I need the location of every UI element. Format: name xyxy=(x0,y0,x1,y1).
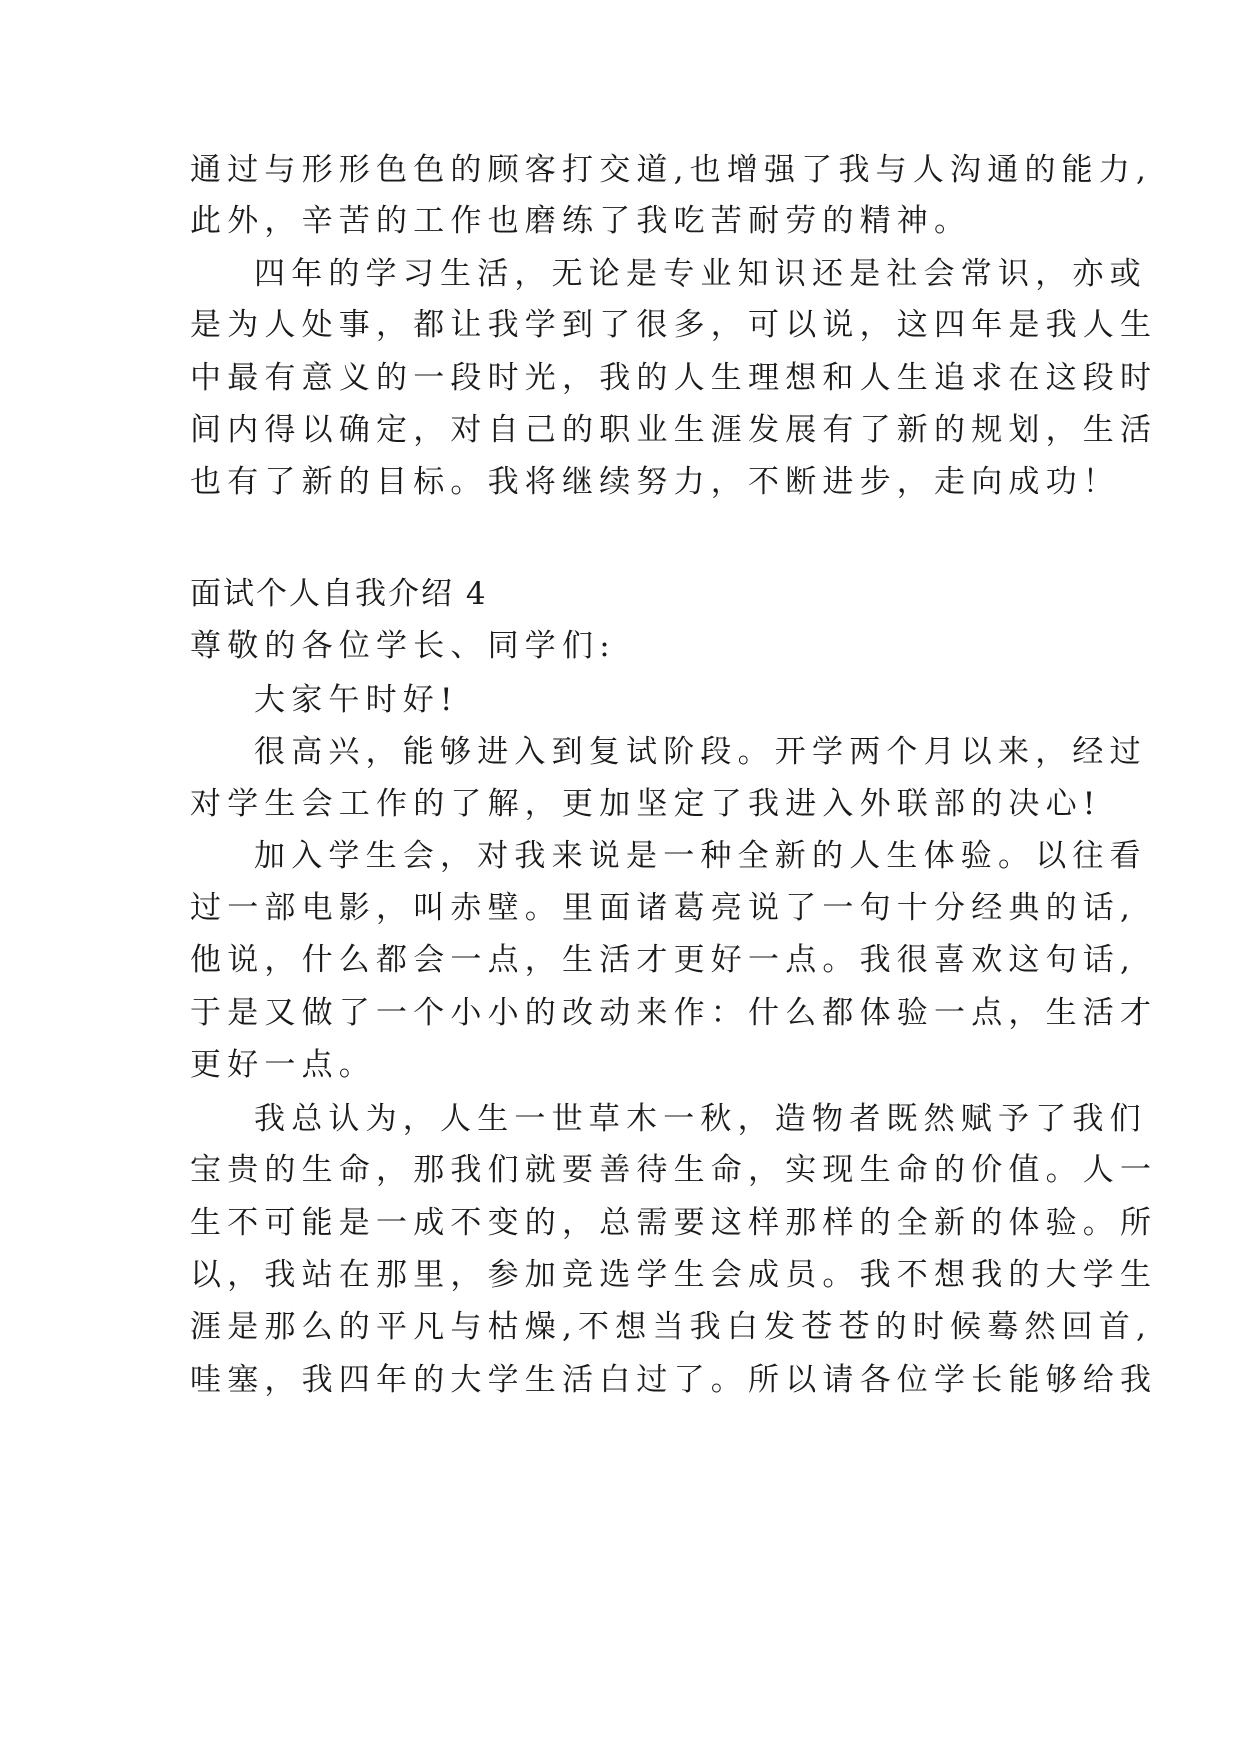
paragraph-line: 也有了新的目标。我将继续努力，不断进步，走向成功！ xyxy=(190,464,1120,500)
paragraph-line: 此外，辛苦的工作也磨练了我吃苦耐劳的精神。 xyxy=(190,203,972,239)
paragraph-line: 更好一点。 xyxy=(190,1047,376,1083)
salutation: 尊敬的各位学长、同学们: xyxy=(190,628,616,664)
paragraph-line: 于是又做了一个小小的改动来作：什么都体验一点，生活才 xyxy=(190,995,1158,1031)
paragraph-line: 我总认为，人生一世草木一秋，造物者既然赋予了我们 xyxy=(254,1101,1147,1137)
paragraph-line: 生不可能是一成不变的，总需要这样那样的全新的体验。所 xyxy=(190,1205,1158,1241)
paragraph-line: 通过与形形色色的顾客打交道,也增强了我与人沟通的能力, xyxy=(190,152,1153,188)
paragraph-line: 四年的学习生活，无论是专业知识还是社会常识，亦或 xyxy=(254,256,1147,292)
section-heading: 面试个人自我介绍 4 xyxy=(190,576,488,612)
paragraph-line: 间内得以确定，对自己的职业生涯发展有了新的规划，生活 xyxy=(190,412,1158,448)
paragraph-line: 以，我站在那里，参加竞选学生会成员。我不想我的大学生 xyxy=(190,1257,1158,1293)
greeting: 大家午时好! xyxy=(254,682,459,718)
paragraph-line: 哇塞，我四年的大学生活白过了。所以请各位学长能够给我 xyxy=(190,1362,1158,1398)
paragraph-line: 宝贵的生命，那我们就要善待生命，实现生命的价值。人一 xyxy=(190,1152,1158,1188)
paragraph-line: 他说，什么都会一点，生活才更好一点。我很喜欢这句话, xyxy=(190,942,1137,978)
paragraph-line: 对学生会工作的了解，更加坚定了我进入外联部的决心! xyxy=(190,786,1102,822)
paragraph-line: 很高兴，能够进入到复试阶段。开学两个月以来，经过 xyxy=(254,734,1147,770)
paragraph-line: 是为人处事，都让我学到了很多，可以说，这四年是我人生 xyxy=(190,307,1158,343)
paragraph-line: 涯是那么的平凡与枯燥,不想当我白发苍苍的时候蓦然回首, xyxy=(190,1309,1153,1345)
paragraph-line: 加入学生会，对我来说是一种全新的人生体验。以往看 xyxy=(254,838,1147,874)
paragraph-line: 过一部电影，叫赤壁。里面诸葛亮说了一句十分经典的话, xyxy=(190,890,1137,926)
paragraph-line: 中最有意义的一段时光，我的人生理想和人生追求在这段时 xyxy=(190,360,1158,396)
